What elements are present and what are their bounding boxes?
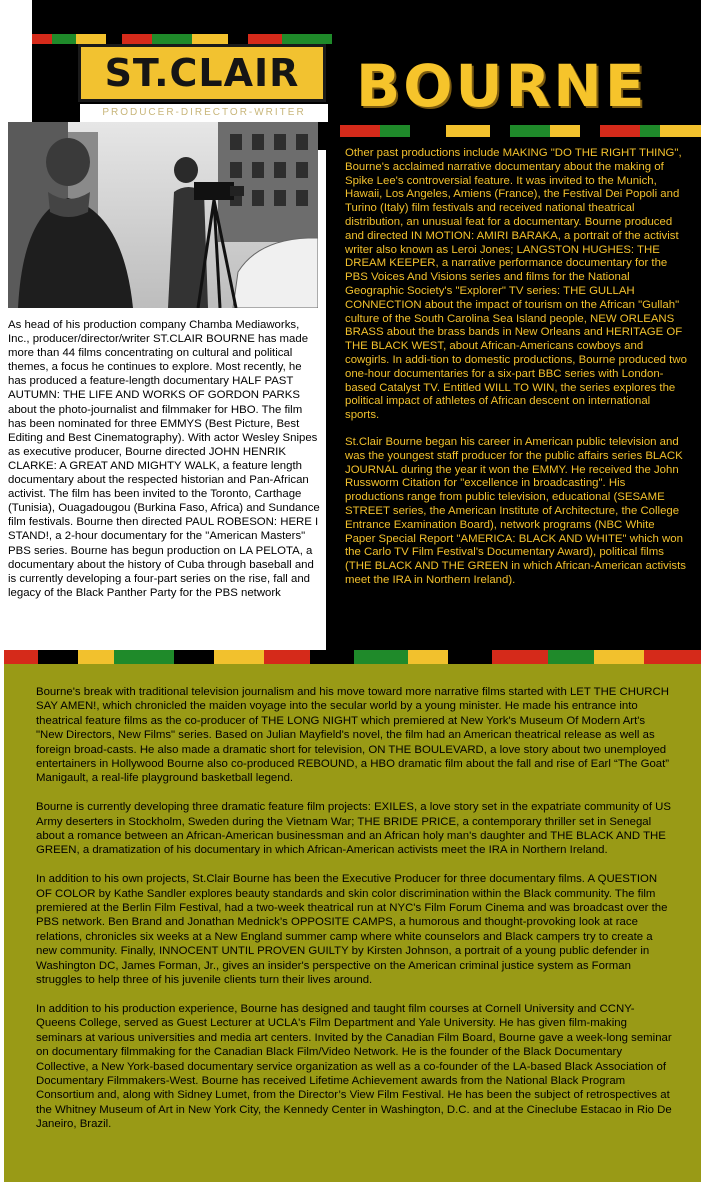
right-column-text	[345, 147, 687, 601]
intro-text: As head of his production company Chamba Mediaworks, Inc., producer/director/writer ST.CLAIR BOURNE has made more than 44 films concentrating on cultural and political themes, a focus he continues to explore. Most recently, he has produced a feature-length documentary HALF PAST AUTUMN: THE LIFE AND WORKS OF GORDON PARKS about the photo-journalist and filmmaker for HBO. The film has been nominated for three EMMYS (Best Picture, Best Editing and Best Cinematography). With actor Wesley Snipes as executive producer, Bourne directed JOHN HENRIK CLARKE: A GREAT AND MIGHTY WALK, a feature length documentary about the respected historian and Pan-African activist. The film has been invited to the Toronto, Carthage (Tunisia), Ouagadougou (Burkina Faso, Africa) and Sundance film festivals. Bourne then directed PAUL ROBESON: HERE I STAND!, a 2-hour documentary for the "American Masters" PBS series. Bourne has begun production on LA PELOTA, a documentary about the history of Cuba through baseball and is currently developing a four-part series on the rise, fall and legacy of the Black Panther Party for the PBS network	[8, 319, 320, 599]
bottom-paragraph: In addition to his own projects, St.Clair Bourne has been the Executive Producer for three documentary films. A QUESTION OF COLOR by Kathe Sandler explores beauty standards and skin color discrimination within the Black community. The film premiered at the Berlin Film Festival, had a two-week theatrical run at NYC's Film Forum Cinema and was broadcast over the PBS network. Ben Brand and Jonathan Mednick’s OPPOSITE CAMPS, a humorous and thought-provoking look at race relations, chronicles six weeks at a New England summer camp where white counselors and Black campers try to create a new community. Finally, INNOCENT UNTIL PROVEN GUILTY by Kirsten Johnson, a portrait of a young public defender in Washington DC, James Forman, Jr., gives an insider's perspective on the American criminal justice system as Forman struggles to help three of his juvenile clients turn their lives around.	[36, 873, 668, 987]
logo	[78, 44, 326, 102]
bottom-paragraph: In addition to his production experience, Bourne has designed and taught film courses at Cornell University and CCNY-Queens College, served as Guest Lecturer at UCLA's Film Department and Yale University. He has given film-making seminars at various universities and media art centers. Invited by the Canadian Film Board, Bourne gave a week-long seminar on documentary filmmaking for the Canadian Black Film/Video Network. He is the founder of the Black Documentary Collective, a New York-based documentary service organization as well as a co-founder of the LA-based Black Association of Documentary Filmmakers-West. Bourne has received Lifetime Achievement awards from the National Black Program Consortium and, along with Sidney Lumet, from the Director’s View Film Festival. He has been the subject of retrospectives at the Whitney Museum of Art in New York City, the Kennedy Center in Washington, D.C. and at the Cineclube Estacao in Rio De Janeiro, Brazil.	[36, 1002, 672, 1131]
bottom-paragraph: Bourne's break with traditional television journalism and his move toward more narrative films started with LET THE CHURCH SAY AMEN!, which chronicled the maiden voyage into the secular world by a young minister. He made his entrance into theatrical feature films as the co-producer of THE LONG NIGHT which premiered at New York's Museum Of Modern Art's "New Directors, New Films" series. Based on Julian Mayfield's novel, the film had an American theatrical release as well as foreign broad-casts. He also made a dramatic short for television, ON THE BOULEVARD, a love story about two unemployed entertainers in Hollywood Bourne also co-produced REBOUND, a HBO dramatic film about the fall and rise of Earl “The Goat” Manigault, a real-life playground basketball legend.	[36, 686, 670, 785]
bottom-text	[36, 685, 674, 1146]
tagline: PRODUCER-DIRECTOR-WRITER	[80, 104, 328, 122]
header-color-stripe	[32, 34, 332, 44]
filmmaker-photo	[8, 122, 318, 308]
right-paragraph: Other past productions include MAKING "DO THE RIGHT THING", Bourne's acclaimed narrative documentary about the making of Spike Lee's controversial feature. It was invited to the Munich, Hawaii, Los Angeles, Amiens (France), the Festival Dei Popoli and Turino (Italy) film festivals and received national theatrical distribution, an unusual feat for a documentary. Bourne produced and directed IN MOTION: AMIRI BARAKA, a portrait of the activist writer also known as Leroi Jones; LANGSTON HUGHES: THE DREAM KEEPER, a narrative performance documentary for the PBS Voices And Visions series and films for the National Geographic Society's "Explorer" TV series: THE GULLAH CONNECTION about the impact of tourism on the African "Gullah" culture of the South Carolina Sea Island people, NEW ORLEANS BRASS about the brass bands in New Orleans and HERITAGE OF THE BLACK WEST, about African-Americans cowboys and cowgirls. In addi-tion to domestic productions, Bourne produced two one-hour documentaries for a six-part BBC series with London-based Catalyst TV. Entitled WILL TO WIN, the series explores the political impact of athletes of African descent on international sports.	[345, 147, 687, 422]
bottom-paragraph: Bourne is currently developing three dramatic feature film projects: EXILES, a love story set in the expatriate community of US Army deserters in Stockholm, Sweden during the Vietnam War; THE BRIDE PRICE, a contemporary thriller set in Senegal about a romance between an African-American businessman and an African holy man's daughter and THE BLACK AND THE GREEN, a dramatization of his documentary in which African-American activists meet the IRA in Northern Ireland.	[36, 801, 672, 857]
right-paragraph: St.Clair Bourne began his career in American public television and was the youngest staff producer for the public affairs series BLACK JOURNAL during the year it won the EMMY. He received the John Russworm Citation for "excellence in broadcasting". His productions range from public television, educational (SESAME STREET series, the American Institute of Architecture, the College Entrance Examination Board), network programs (NBC White Paper Special Report "AMERICA: BLACK AND WHITE" which won the Carlo TV Film Festival's Documentary Award), political films (THE BLACK AND THE GREEN in which African-American activists meet the IRA in Northern Ireland).	[345, 435, 686, 586]
filmmaker-photo-icon	[8, 122, 318, 308]
page-title: BOURNE	[356, 52, 648, 120]
title-color-stripe	[340, 125, 701, 137]
logo-text: ST.CLAIR	[104, 51, 300, 95]
